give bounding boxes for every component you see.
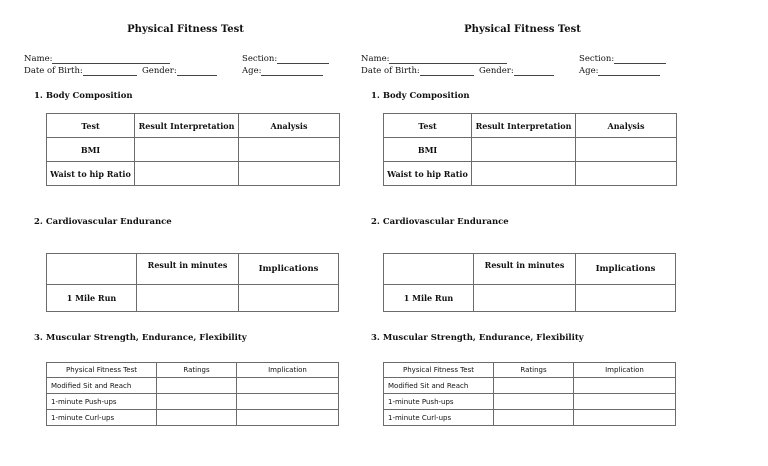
gender-label: Gender: xyxy=(479,66,514,76)
form-page-right xyxy=(355,0,690,466)
name-label: Name: xyxy=(24,54,53,64)
age-label: Age: xyxy=(579,66,599,76)
form-title: Physical Fitness Test xyxy=(127,24,244,35)
age-line xyxy=(261,66,323,76)
age-label: Age: xyxy=(242,66,262,76)
table-header xyxy=(47,254,137,285)
table-header: Implication xyxy=(574,363,676,378)
body-composition-table xyxy=(383,113,677,186)
table-row xyxy=(384,285,676,312)
empty-cell xyxy=(574,378,676,394)
table-header: Result in minutes xyxy=(137,254,239,285)
empty-cell xyxy=(472,138,576,162)
table-header: Test xyxy=(47,114,135,138)
table-row xyxy=(384,378,676,394)
empty-cell xyxy=(576,162,677,186)
empty-cell xyxy=(237,378,339,394)
table-row xyxy=(47,394,339,410)
info-row-dob xyxy=(24,66,354,76)
table-row xyxy=(384,394,676,410)
empty-cell xyxy=(472,162,576,186)
table-header: Analysis xyxy=(239,114,340,138)
empty-cell xyxy=(237,410,339,426)
row-label: 1 Mile Run xyxy=(47,285,137,312)
empty-cell xyxy=(574,410,676,426)
empty-cell xyxy=(239,162,340,186)
table-row xyxy=(384,162,677,186)
age-line xyxy=(598,66,660,76)
name-line xyxy=(389,54,507,64)
row-label: 1-minute Curl-ups xyxy=(47,410,157,426)
table-header: Implication xyxy=(237,363,339,378)
form-page-left xyxy=(18,0,353,466)
empty-cell xyxy=(157,394,237,410)
dob-line xyxy=(420,66,474,76)
row-label: BMI xyxy=(384,138,472,162)
empty-cell xyxy=(239,285,339,312)
table-header: Implications xyxy=(239,254,339,285)
dob-line xyxy=(83,66,137,76)
empty-cell xyxy=(239,138,340,162)
section-heading-cardio: 2. Cardiovascular Endurance xyxy=(34,217,172,227)
row-label: BMI xyxy=(47,138,135,162)
empty-cell xyxy=(494,410,574,426)
empty-cell xyxy=(474,285,576,312)
row-label: 1-minute Curl-ups xyxy=(384,410,494,426)
table-row xyxy=(384,410,676,426)
empty-cell xyxy=(135,138,239,162)
table-header: Result Interpretation xyxy=(135,114,239,138)
table-header: Result in minutes xyxy=(474,254,576,285)
table-header: Physical Fitness Test xyxy=(384,363,494,378)
info-row-name xyxy=(24,54,354,64)
section-heading-body-composition: 1. Body Composition xyxy=(34,91,133,101)
empty-cell xyxy=(574,394,676,410)
section-label: Section: xyxy=(579,54,615,64)
table-row xyxy=(47,162,340,186)
gender-line xyxy=(177,66,217,76)
table-header: Test xyxy=(384,114,472,138)
table-header: Physical Fitness Test xyxy=(47,363,157,378)
name-line xyxy=(52,54,170,64)
empty-cell xyxy=(494,394,574,410)
section-heading-body-composition: 1. Body Composition xyxy=(371,91,470,101)
body-composition-table xyxy=(46,113,340,186)
row-label: 1-minute Push-ups xyxy=(47,394,157,410)
empty-cell xyxy=(494,378,574,394)
section-heading-muscular: 3. Muscular Strength, Endurance, Flexibility xyxy=(371,333,584,343)
section-line xyxy=(277,54,329,64)
table-row xyxy=(47,285,339,312)
table-header: Ratings xyxy=(157,363,237,378)
gender-label: Gender: xyxy=(142,66,177,76)
table-row xyxy=(47,410,339,426)
row-label: 1-minute Push-ups xyxy=(384,394,494,410)
empty-cell xyxy=(237,394,339,410)
table-row xyxy=(47,138,340,162)
info-row-name xyxy=(361,54,691,64)
table-header: Analysis xyxy=(576,114,677,138)
table-header xyxy=(384,254,474,285)
name-label: Name: xyxy=(361,54,390,64)
section-label: Section: xyxy=(242,54,278,64)
section-heading-muscular: 3. Muscular Strength, Endurance, Flexibility xyxy=(34,333,247,343)
form-title: Physical Fitness Test xyxy=(464,24,581,35)
table-header: Result Interpretation xyxy=(472,114,576,138)
row-label: Modified Sit and Reach xyxy=(47,378,157,394)
muscular-table xyxy=(46,362,339,426)
empty-cell xyxy=(576,285,676,312)
cardio-table xyxy=(383,253,676,312)
dob-label: Date of Birth: xyxy=(24,66,83,76)
table-row xyxy=(384,138,677,162)
table-header: Ratings xyxy=(494,363,574,378)
table-header: Implications xyxy=(576,254,676,285)
dob-label: Date of Birth: xyxy=(361,66,420,76)
row-label: 1 Mile Run xyxy=(384,285,474,312)
cardio-table xyxy=(46,253,339,312)
muscular-table xyxy=(383,362,676,426)
empty-cell xyxy=(157,410,237,426)
empty-cell xyxy=(135,162,239,186)
empty-cell xyxy=(157,378,237,394)
section-heading-cardio: 2. Cardiovascular Endurance xyxy=(371,217,509,227)
gender-line xyxy=(514,66,554,76)
info-row-dob xyxy=(361,66,691,76)
section-line xyxy=(614,54,666,64)
empty-cell xyxy=(137,285,239,312)
row-label: Waist to hip Ratio xyxy=(384,162,472,186)
table-row xyxy=(47,378,339,394)
empty-cell xyxy=(576,138,677,162)
row-label: Modified Sit and Reach xyxy=(384,378,494,394)
row-label: Waist to hip Ratio xyxy=(47,162,135,186)
